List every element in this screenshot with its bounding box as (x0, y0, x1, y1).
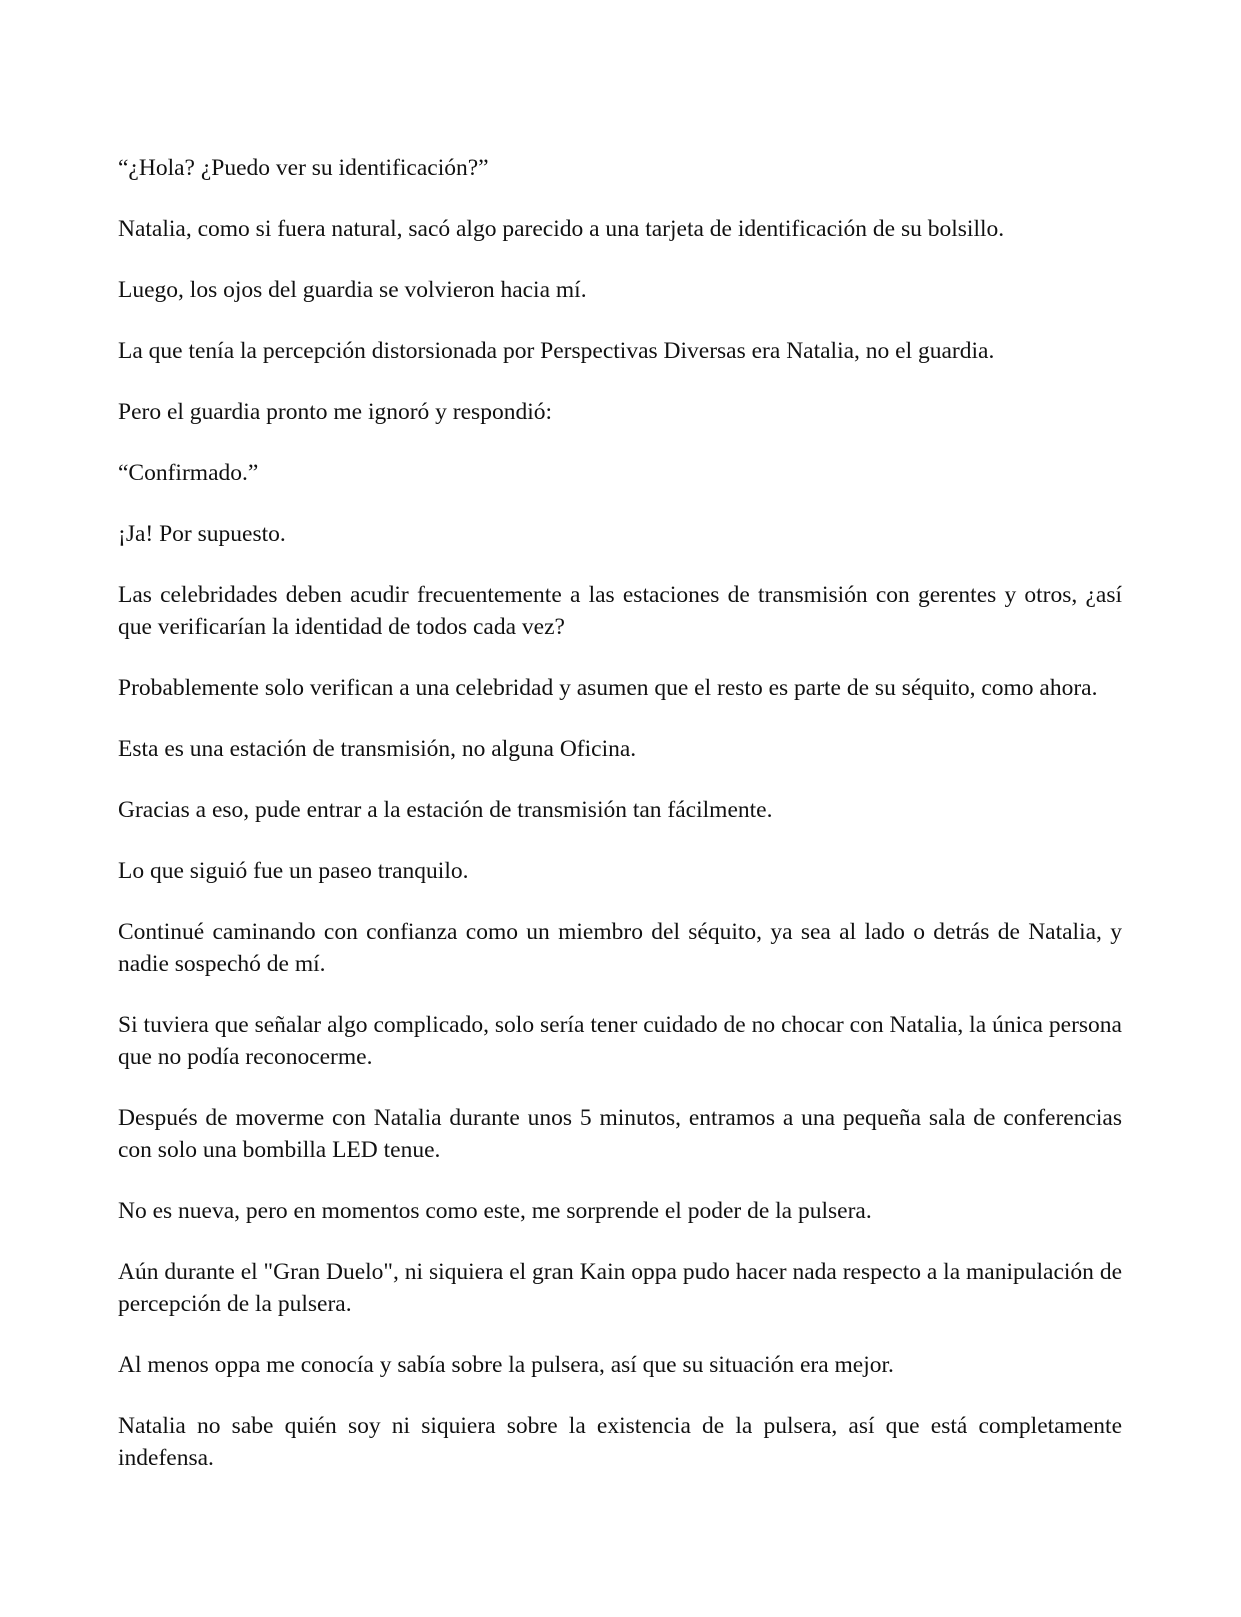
paragraph: “¿Hola? ¿Puedo ver su identificación?” (118, 155, 489, 181)
paragraph: Natalia, como si fuera natural, sacó algo parecido a una tarjeta de identificación de su bolsillo. (118, 216, 1005, 242)
paragraph: Pero el guardia pronto me ignoró y respondió: (118, 399, 553, 425)
document-body (118, 152, 1122, 1503)
paragraph: “Confirmado.” (118, 460, 259, 486)
paragraph: Lo que siguió fue un paseo tranquilo. (118, 858, 469, 884)
paragraph: Natalia no sabe quién soy ni siquiera sobre la existencia de la pulsera, así que está completamente indefensa. (118, 1413, 1122, 1471)
paragraph: Después de moverme con Natalia durante unos 5 minutos, entramos a una pequeña sala de conferencias con solo una bombilla LED tenue. (118, 1105, 1122, 1163)
paragraph: Gracias a eso, pude entrar a la estación de transmisión tan fácilmente. (118, 797, 773, 823)
paragraph: No es nueva, pero en momentos como este, me sorprende el poder de la pulsera. (118, 1198, 872, 1224)
paragraph: Si tuviera que señalar algo complicado, solo sería tener cuidado de no chocar con Natalia, la única persona que no podía reconocerme. (118, 1012, 1122, 1070)
paragraph: Probablemente solo verifican a una celebridad y asumen que el resto es parte de su séquito, como ahora. (118, 675, 1098, 701)
paragraph: Luego, los ojos del guardia se volvieron hacia mí. (118, 277, 587, 303)
paragraph: Esta es una estación de transmisión, no alguna Oficina. (118, 736, 637, 762)
paragraph: Continué caminando con confianza como un miembro del séquito, ya sea al lado o detrás de Natalia, y nadie sospechó de mí. (118, 919, 1122, 977)
paragraph: Al menos oppa me conocía y sabía sobre la pulsera, así que su situación era mejor. (118, 1352, 894, 1378)
paragraph: ¡Ja! Por supuesto. (118, 521, 286, 547)
paragraph: La que tenía la percepción distorsionada por Perspectivas Diversas era Natalia, no el guardia. (118, 338, 995, 364)
paragraph: Aún durante el "Gran Duelo", ni siquiera el gran Kain oppa pudo hacer nada respecto a la manipulación de percepción de la pulsera. (118, 1259, 1122, 1317)
paragraph: Las celebridades deben acudir frecuentemente a las estaciones de transmisión con gerentes y otros, ¿así que verificarían la identidad de todos cada vez? (118, 582, 1122, 640)
